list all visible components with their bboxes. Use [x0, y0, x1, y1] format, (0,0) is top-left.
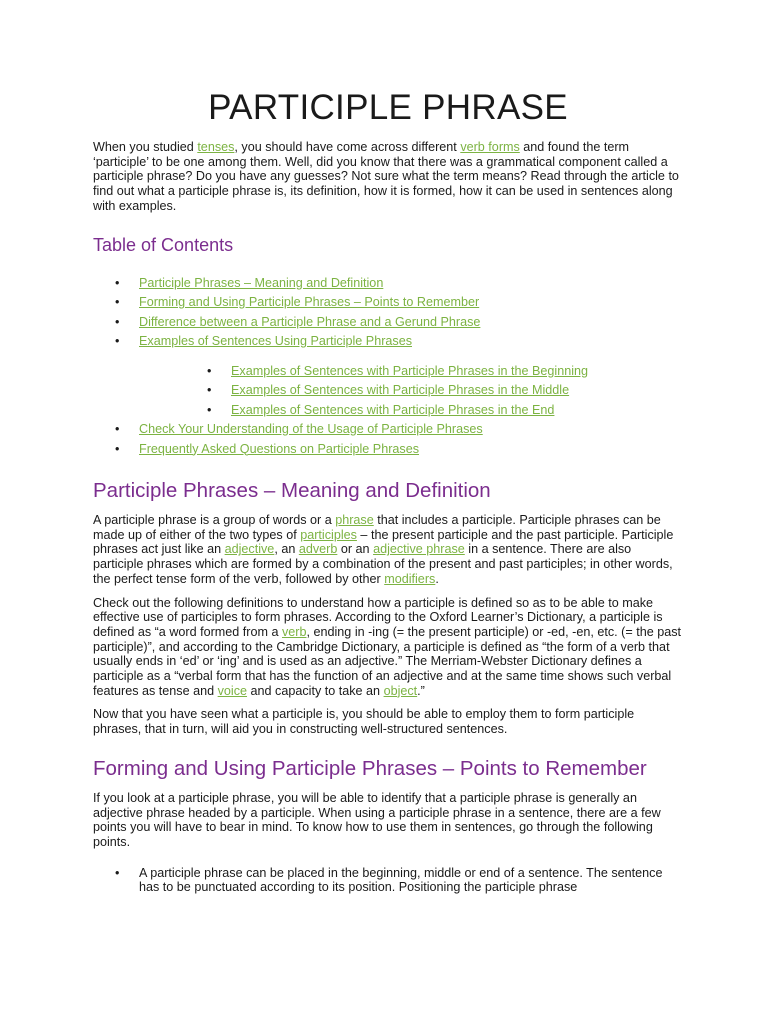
toc-item — [93, 440, 683, 460]
intro-text: , you should have come across different — [234, 140, 461, 154]
toc-link-end[interactable]: Examples of Sentences with Participle Phrases in the End — [231, 402, 555, 417]
body-text: , ending in -ing (= the present participle) or -ed, -en, etc. (= the past participle)”, and according to the Cambridge Dictionary, a participle is defined as “the form of a verb that usually ends in ‘ed’ or ‘ing’ and is used as an adjective.” The Merriam-Webster Dictionary defines a participle as a “verbal form that has the function of an adjective and at the same time shows such verbal features as tense and — [93, 624, 682, 698]
document-content — [93, 88, 683, 895]
intro-paragraph — [93, 140, 683, 214]
body-text: Check out the following definitions to understand how a participle is defined so as to be able to make effective use of participles to form phrases. According to the Oxford Learner’s Dictionary, a participle is defined as “a word formed from a — [93, 595, 663, 639]
toc-subitem — [139, 401, 683, 421]
toc-item — [93, 332, 683, 420]
section-heading-meaning: Participle Phrases – Meaning and Definition — [93, 479, 491, 503]
toc-link-beginning[interactable]: Examples of Sentences with Participle Phrases in the Beginning — [231, 363, 589, 378]
toc-subitem — [139, 362, 683, 382]
adjective-phrase-link[interactable]: adjective phrase — [373, 542, 465, 557]
body-text: .” — [417, 683, 425, 698]
body-text: that includes a participle. Participle phrases can be made up of either of the two types of — [93, 513, 661, 542]
verb-forms-link[interactable]: verb forms — [460, 140, 520, 154]
page-title: PARTICIPLE PHRASE — [208, 88, 568, 127]
verb-link[interactable]: verb — [282, 624, 307, 639]
toc-link-meaning[interactable]: Participle Phrases – Meaning and Definition — [139, 275, 384, 290]
body-text: – the present participle and the past participle. Participle phrases act just like an — [93, 527, 674, 557]
participles-link[interactable]: participles — [300, 527, 357, 542]
body-text: , an — [274, 542, 299, 557]
toc-item — [93, 293, 683, 313]
section2-paragraph-1: If you look at a participle phrase, you will be able to identify that a participle phrase is generally an adjective phrase headed by a participle. When using a participle phrase in a sentence, there are a few points you will have to bear in mind. To know how to use them in sentences, go through the following points. — [93, 790, 661, 849]
toc-link-difference[interactable]: Difference between a Participle Phrase and a Gerund Phrase — [139, 314, 481, 329]
body-text: and capacity to take an — [247, 683, 384, 698]
body-text: A participle phrase is a group of words or a — [93, 513, 336, 528]
phrase-link[interactable]: phrase — [335, 513, 374, 528]
adverb-link[interactable]: adverb — [298, 542, 338, 557]
points-list — [93, 866, 683, 895]
object-link[interactable]: object — [383, 683, 418, 698]
intro-text: and found the term ‘participle’ to be one among them. Well, did you know that there was a grammatical component called a participle phrase? Do you have any guesses? Not sure what the term means? Read through the article to find out what a participle phrase is, its definition, how it is formed, how it can be used in sentences along with examples. — [93, 140, 679, 213]
tenses-link[interactable]: tenses — [197, 140, 235, 154]
toc-item — [93, 274, 683, 294]
intro-text: When you studied — [93, 140, 198, 154]
section-heading-forming: Forming and Using Participle Phrases – Points to Remember — [93, 756, 647, 780]
toc-item — [93, 420, 683, 440]
body-text: in a sentence. There are also participle phrases which are formed by a combination of the present and past participles; in other words, the perfect tense form of the verb, followed by other — [93, 542, 673, 586]
toc-item — [93, 313, 683, 333]
toc-link-faq[interactable]: Frequently Asked Questions on Participle Phrases — [139, 441, 420, 456]
adjective-link[interactable]: adjective — [224, 542, 275, 557]
body-text: . — [435, 571, 439, 586]
modifiers-link[interactable]: modifiers — [384, 571, 436, 586]
section1-paragraph-2 — [93, 596, 683, 699]
section1-paragraph-1 — [93, 513, 683, 587]
voice-link[interactable]: voice — [217, 683, 248, 698]
table-of-contents — [93, 274, 683, 460]
toc-link-middle[interactable]: Examples of Sentences with Participle Phrases in the Middle — [231, 383, 570, 398]
list-item: • A participle phrase can be placed in the beginning, middle or end of a sentence. The sentence has to be punctuated according to its position. Positioning the participle phrase — [93, 866, 683, 895]
section1-paragraph-3: Now that you have seen what a participle is, you should be able to employ them to form participle phrases, that in turn, will aid you in constructing well-structured sentences. — [93, 707, 635, 737]
toc-sublist — [139, 362, 683, 421]
toc-heading: Table of Contents — [93, 234, 234, 255]
toc-link-examples[interactable]: Examples of Sentences Using Participle Phrases — [139, 334, 412, 349]
body-text: or an — [337, 542, 374, 557]
toc-link-check[interactable]: Check Your Understanding of the Usage of Participle Phrases — [139, 422, 483, 437]
toc-subitem — [139, 381, 683, 401]
toc-link-forming[interactable]: Forming and Using Participle Phrases – Points to Remember — [139, 295, 480, 310]
